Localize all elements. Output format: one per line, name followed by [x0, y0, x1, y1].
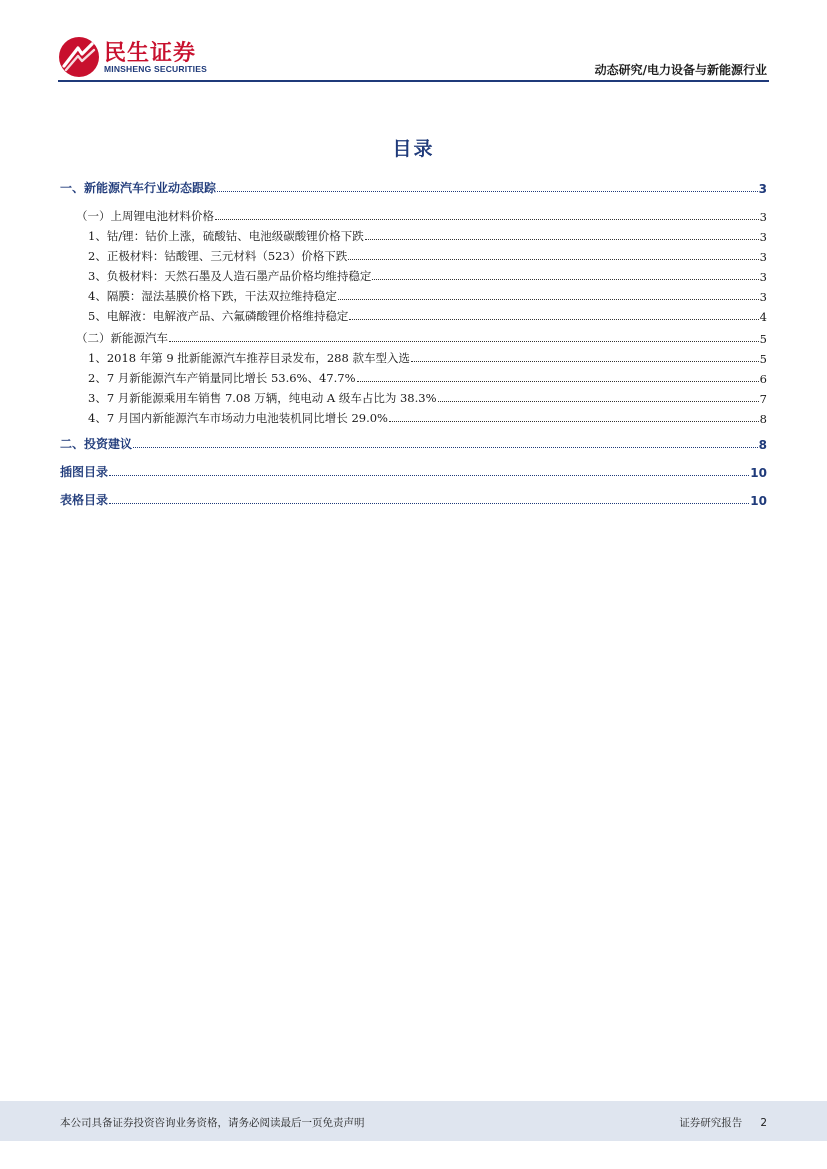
toc-leader-dots — [133, 446, 758, 448]
toc-leader-dots — [169, 340, 759, 342]
toc-entry-label: 2、7 月新能源汽车产销量同比增长 53.6%、47.7% — [88, 371, 356, 385]
toc-leader-dots — [109, 502, 749, 504]
toc-entry-page: 10 — [750, 466, 767, 480]
toc-entry-label: 3、7 月新能源乘用车销售 7.08 万辆，纯电动 A 级车占比为 38.3% — [88, 391, 437, 405]
page-header — [0, 0, 827, 84]
toc-entry[interactable] — [60, 434, 767, 452]
toc-entry-label: 一、新能源汽车行业动态跟踪 — [60, 181, 217, 195]
toc-leader-dots — [357, 380, 759, 382]
toc-entry[interactable] — [60, 388, 767, 406]
toc-entry-page: 3 — [759, 250, 767, 264]
toc-entry-page: 5 — [759, 352, 767, 366]
toc-entry-label: 1、钴/锂：钴价上涨，硫酸钴、电池级碳酸锂价格下跌 — [88, 229, 364, 243]
toc-entry-page: 7 — [759, 392, 767, 406]
toc-entry[interactable] — [60, 408, 767, 426]
toc-entry[interactable] — [60, 246, 767, 264]
toc-entry-label: 5、电解液：电解液产品、六氟磷酸锂价格维持稳定 — [88, 309, 349, 323]
toc-entry-label: 表格目录 — [60, 493, 109, 507]
toc-entry-label: 4、7 月国内新能源汽车市场动力电池装机同比增长 29.0% — [88, 411, 388, 425]
toc-leader-dots — [372, 278, 758, 280]
toc-entry-page: 8 — [759, 412, 767, 426]
toc-entry-label: （二）新能源汽车 — [76, 331, 168, 345]
toc-entry[interactable] — [60, 266, 767, 284]
toc-leader-dots — [389, 420, 759, 422]
logo-en-text: MINSHENG SECURITIES — [104, 64, 207, 74]
toc-leader-dots — [215, 218, 759, 220]
minsheng-logo — [58, 36, 218, 80]
toc-entry-label: 4、隔膜：湿法基膜价格下跌，干法双拉维持稳定 — [88, 289, 337, 303]
toc-entry-label: 二、投资建议 — [60, 437, 133, 451]
logo-cn-text: 民生证券 — [104, 41, 197, 66]
footer-disclaimer: 本公司具备证券投资咨询业务资格，请务必阅读最后一页免责声明 — [60, 1117, 365, 1129]
toc-entry[interactable] — [60, 348, 767, 366]
toc-leader-dots — [217, 190, 758, 192]
toc-leader-dots — [365, 238, 759, 240]
footer-page-number: 2 — [760, 1117, 767, 1129]
footer-report-type: 证券研究报告 — [679, 1117, 743, 1129]
header-divider — [58, 80, 769, 82]
toc-entry-page: 3 — [759, 210, 767, 224]
toc-entry-page: 3 — [759, 290, 767, 304]
toc-entry[interactable] — [60, 206, 767, 224]
toc-entry-label: 插图目录 — [60, 465, 109, 479]
toc-entry-page: 8 — [758, 438, 767, 452]
toc-entry-page: 3 — [759, 230, 767, 244]
toc-entry-page: 3 — [758, 182, 767, 196]
toc-entry-page: 10 — [750, 494, 767, 508]
toc-entry-label: 1、2018 年第 9 批新能源汽车推荐目录发布，288 款车型入选 — [88, 351, 410, 365]
toc-entry[interactable] — [60, 490, 767, 508]
toc-entry-page: 5 — [759, 332, 767, 346]
toc-entry-page: 4 — [759, 310, 767, 324]
toc-leader-dots — [109, 474, 749, 476]
toc-entry-label: 3、负极材料：天然石墨及人造石墨产品价格均维持稳定 — [88, 269, 372, 283]
toc-entry[interactable] — [60, 462, 767, 480]
toc-leader-dots — [349, 318, 758, 320]
toc-entry[interactable] — [60, 306, 767, 324]
toc-leader-dots — [411, 360, 759, 362]
toc-entry-page: 3 — [759, 270, 767, 284]
toc-entry[interactable] — [60, 286, 767, 304]
toc-title: 目录 — [392, 138, 435, 160]
report-category: 动态研究/电力设备与新能源行业 — [594, 63, 767, 77]
toc-entry-label: 2、正极材料：钴酸锂、三元材料（523）价格下跌 — [88, 249, 348, 263]
minsheng-logo-icon — [58, 36, 100, 78]
toc-entry[interactable] — [60, 328, 767, 346]
page-footer — [0, 1101, 827, 1141]
toc-entry-label: （一）上周锂电池材料价格 — [76, 209, 214, 223]
toc-entry-page: 6 — [759, 372, 767, 386]
toc-leader-dots — [348, 258, 758, 260]
footer-right — [679, 1115, 767, 1130]
toc-leader-dots — [338, 298, 759, 300]
toc-leader-dots — [438, 400, 759, 402]
toc-entry[interactable] — [60, 178, 767, 196]
toc-entry[interactable] — [60, 226, 767, 244]
toc-entry[interactable] — [60, 368, 767, 386]
